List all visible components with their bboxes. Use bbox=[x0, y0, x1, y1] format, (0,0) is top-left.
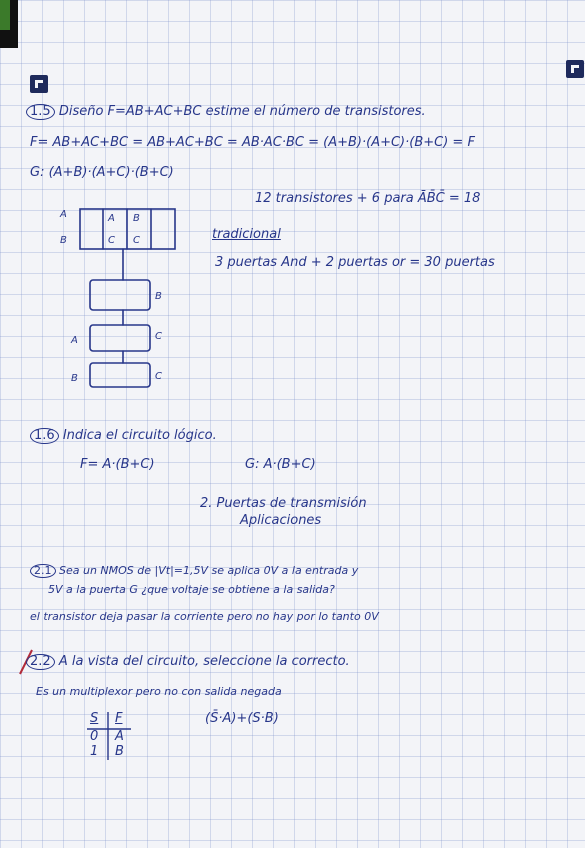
s16-g-equation: G: A·(B+C) bbox=[245, 457, 316, 472]
s21-line3: el transistor deja pasar la corriente pero no hay por lo tanto 0V bbox=[30, 610, 379, 623]
s15-number: 1.5 bbox=[26, 104, 55, 120]
s16-heading-row bbox=[30, 428, 217, 444]
s15-equation-f: F= AB+AC+BC = AB+AC+BC = AB·AC·BC = (A+B)·(A+C)·(B+C) = F bbox=[30, 135, 475, 150]
s16-number: 1.6 bbox=[30, 428, 59, 444]
label-a2: A bbox=[108, 213, 115, 224]
label-c3: C bbox=[155, 331, 162, 342]
s22-heading-row bbox=[26, 654, 350, 670]
s22-line1: A la vista del circuito, seleccione la correcto. bbox=[58, 654, 350, 669]
s21-line2: 5V a la puerta G ¿que voltaje se obtiene a la salida? bbox=[48, 583, 335, 596]
s22-number: 2.2 bbox=[26, 654, 55, 670]
label-b4: B bbox=[71, 373, 78, 384]
label-c1: C bbox=[108, 235, 115, 246]
table-row0-f: A bbox=[115, 729, 124, 744]
label-a3: A bbox=[71, 335, 78, 346]
label-b1: B bbox=[60, 235, 67, 246]
s15-transistor-count: 12 transistores + 6 para ĀB̄C̄ = 18 bbox=[255, 191, 481, 206]
binder-clip bbox=[0, 0, 10, 30]
s15-traditional-label: tradicional bbox=[212, 227, 281, 242]
s2-heading: 2. Puertas de transmisión bbox=[200, 496, 367, 511]
page-marker-right bbox=[566, 60, 584, 78]
s16-heading: Indica el circuito lógico. bbox=[62, 428, 217, 443]
table-head-f: F bbox=[115, 711, 123, 726]
table-row1-f: B bbox=[115, 744, 124, 759]
block-a-c bbox=[90, 325, 150, 351]
block-b-c bbox=[90, 280, 150, 310]
s2-subheading: Aplicaciones bbox=[240, 513, 322, 528]
label-c4: C bbox=[155, 371, 162, 382]
s15-equation-g: G: (A+B)·(A+C)·(B+C) bbox=[30, 165, 174, 180]
label-b2: B bbox=[133, 213, 140, 224]
table-row1-s: 1 bbox=[90, 744, 99, 759]
table-head-s: S bbox=[90, 711, 99, 726]
s22-line2: Es un multiplexor pero no con salida negada bbox=[36, 685, 282, 698]
label-b3: B bbox=[155, 291, 162, 302]
s15-heading: Diseño F=AB+AC+BC estime el número de transistores. bbox=[58, 104, 426, 119]
label-a1: A bbox=[60, 209, 67, 220]
table-row0-s: 0 bbox=[90, 729, 99, 744]
label-c2: C bbox=[133, 235, 140, 246]
s21-line1-row bbox=[30, 564, 358, 578]
s21-number: 2.1 bbox=[30, 564, 56, 578]
block-b-c-2 bbox=[90, 363, 150, 387]
s15-heading-row bbox=[26, 104, 426, 120]
page-marker-left bbox=[30, 75, 48, 93]
s22-expression: (S̄·A)+(S·B) bbox=[205, 711, 279, 726]
s21-line1: Sea un NMOS de |Vt|=1,5V se aplica 0V a la entrada y bbox=[59, 564, 359, 577]
truth-table-lines bbox=[85, 710, 135, 762]
s15-traditional-text: 3 puertas And + 2 puertas or = 30 puertas bbox=[215, 255, 495, 270]
s16-f-equation: F= A·(B+C) bbox=[80, 457, 155, 472]
transistor-circuit-sketch bbox=[55, 195, 195, 395]
